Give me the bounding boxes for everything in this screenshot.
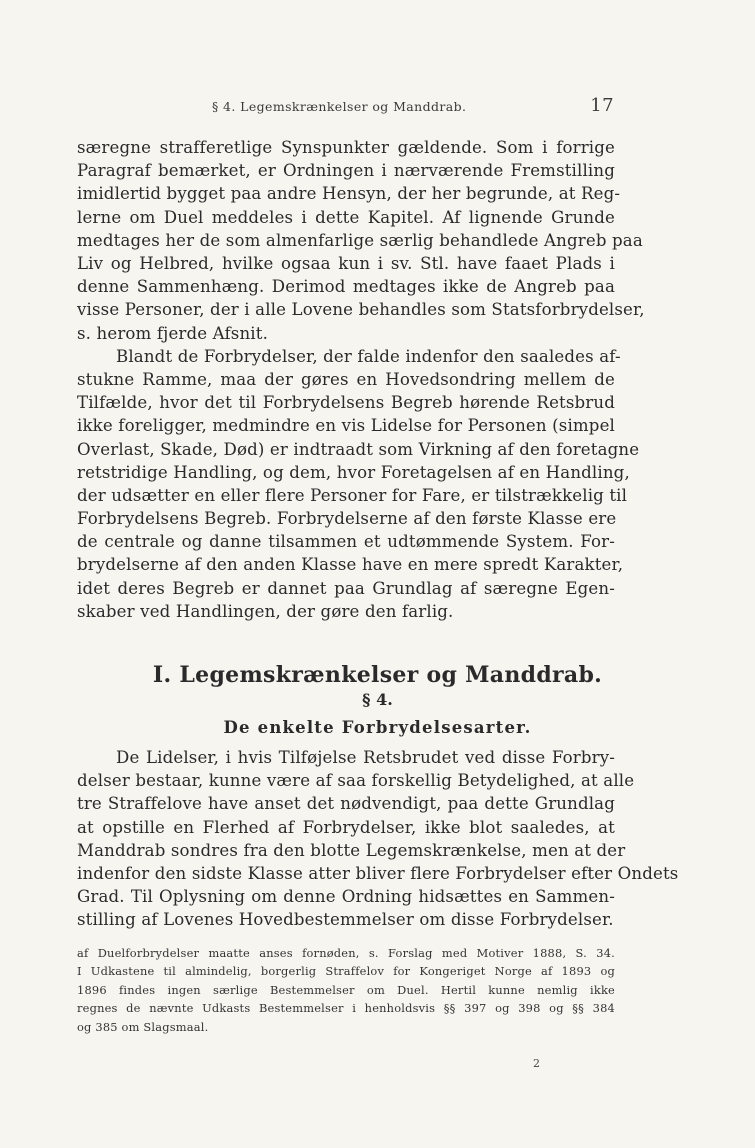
text-line: Overlast, Skade, Død) er indtraadt som Virkning af den foretagne [77, 439, 640, 459]
text-line: stilling af Lovenes Hovedbestemmelser om disse Forbrydelser. [77, 910, 614, 930]
text-line: imidlertid bygget paa andre Hensyn, der her begrunde, at Reg- [77, 184, 621, 204]
text-line: idet deres Begreb er dannet paa Grundlag af særegne Egen- [77, 578, 615, 598]
text-line: indenfor den sidste Klasse atter bliver flere Forbrydelser efter Ondets [77, 863, 679, 883]
text-line: at opstille en Flerhed af Forbrydelser, ikke blot saaledes, at [77, 817, 615, 837]
text-line: ikke foreligger, medmindre en vis Lidelse for Personen (simpel [77, 416, 615, 436]
text-line: Tilfælde, hvor det til Forbrydelsens Begreb hørende Retsbrud [77, 393, 615, 413]
footnotes [77, 944, 615, 1036]
text-line: lerne om Duel meddeles i dette Kapitel. Af lignende Grunde [77, 207, 615, 227]
text-line: medtages her de som almenfarlige særlig behandlede Angreb paa [77, 230, 643, 250]
text-line: Liv og Helbred, hvilke ogsaa kun i sv. Stl. have faaet Plads i [77, 253, 615, 273]
text-line: skaber ved Handlingen, der gøre den farlig. [77, 601, 454, 621]
paragraph-mark: § 4. [362, 690, 393, 709]
footnote-line: 1896 findes ingen særlige Bestemmelser om Duel. Hertil kunne nemlig ikke [77, 982, 615, 997]
text-line: delser bestaar, kunne være af saa forskellig Betydelighed, at alle [77, 771, 635, 791]
text-line: Blandt de Forbrydelser, der falde indenfor den saaledes af- [116, 346, 621, 366]
signature-mark: 2 [533, 1057, 540, 1070]
text-line: visse Personer, der i alle Lovene behandles som Statsforbrydelser, [77, 300, 645, 320]
footnote-line: regnes de nævnte Udkasts Bestemmelser i henholdsvis §§ 397 og 398 og §§ 384 [77, 1001, 615, 1016]
paragraph-3 [77, 746, 679, 932]
text-line: Forbrydelsens Begreb. Forbrydelserne af den første Klasse ere [77, 509, 617, 529]
text-line: retstridige Handling, og dem, hvor Foretagelsen af en Handling, [77, 462, 630, 482]
footnote-line: af Duelforbrydelser maatte anses fornøden, s. Forslag med Motiver 1888, S. 34. [77, 946, 615, 960]
paragraph-1 [77, 136, 645, 345]
footnote-line: I Udkastene til almindelig, borgerlig Straffelov for Kongeriget Norge af 1893 og [77, 964, 615, 979]
text-line: stukne Ramme, maa der gøres en Hovedsondring mellem de [77, 369, 615, 389]
text-line: Paragraf bemærket, er Ordningen i nærværende Fremstilling [77, 161, 615, 181]
text-line: denne Sammenhæng. Derimod medtages ikke de Angreb paa [77, 277, 615, 297]
text-line: Grad. Til Oplysning om denne Ordning hidsættes en Sammen- [77, 887, 615, 907]
text-line: særegne strafferetlige Synspunkter gældende. Som i forrige [77, 138, 615, 157]
text-line: s. herom fjerde Afsnit. [77, 323, 268, 343]
running-header [200, 97, 630, 117]
text-line: brydelserne af den anden Klasse have en mere spredt Karakter, [77, 555, 624, 575]
text-line: der udsætter en eller flere Personer for Fare, er tilstrækkelig til [77, 485, 628, 505]
subheading: De enkelte Forbrydelsesarter. [223, 718, 532, 737]
footnote-line: og 385 om Slagsmaal. [77, 1019, 209, 1034]
text-line: de centrale og danne tilsammen et udtømmende System. For- [77, 532, 615, 552]
running-header-title: § 4. Legemskrænkelser og Manddrab. [212, 99, 467, 114]
page-number: 17 [590, 95, 614, 116]
text-line: De Lidelser, i hvis Tilføjelse Retsbrudet ved disse Forbry- [116, 748, 615, 767]
paragraph-2 [77, 345, 640, 623]
chapter-heading: I. Legemskrænkelser og Manddrab. [152, 662, 603, 688]
text-line: Manddrab sondres fra den blotte Legemskrænkelse, men at der [77, 840, 626, 860]
text-line: tre Straffelove have anset det nødvendigt, paa dette Grundlag [77, 794, 615, 814]
